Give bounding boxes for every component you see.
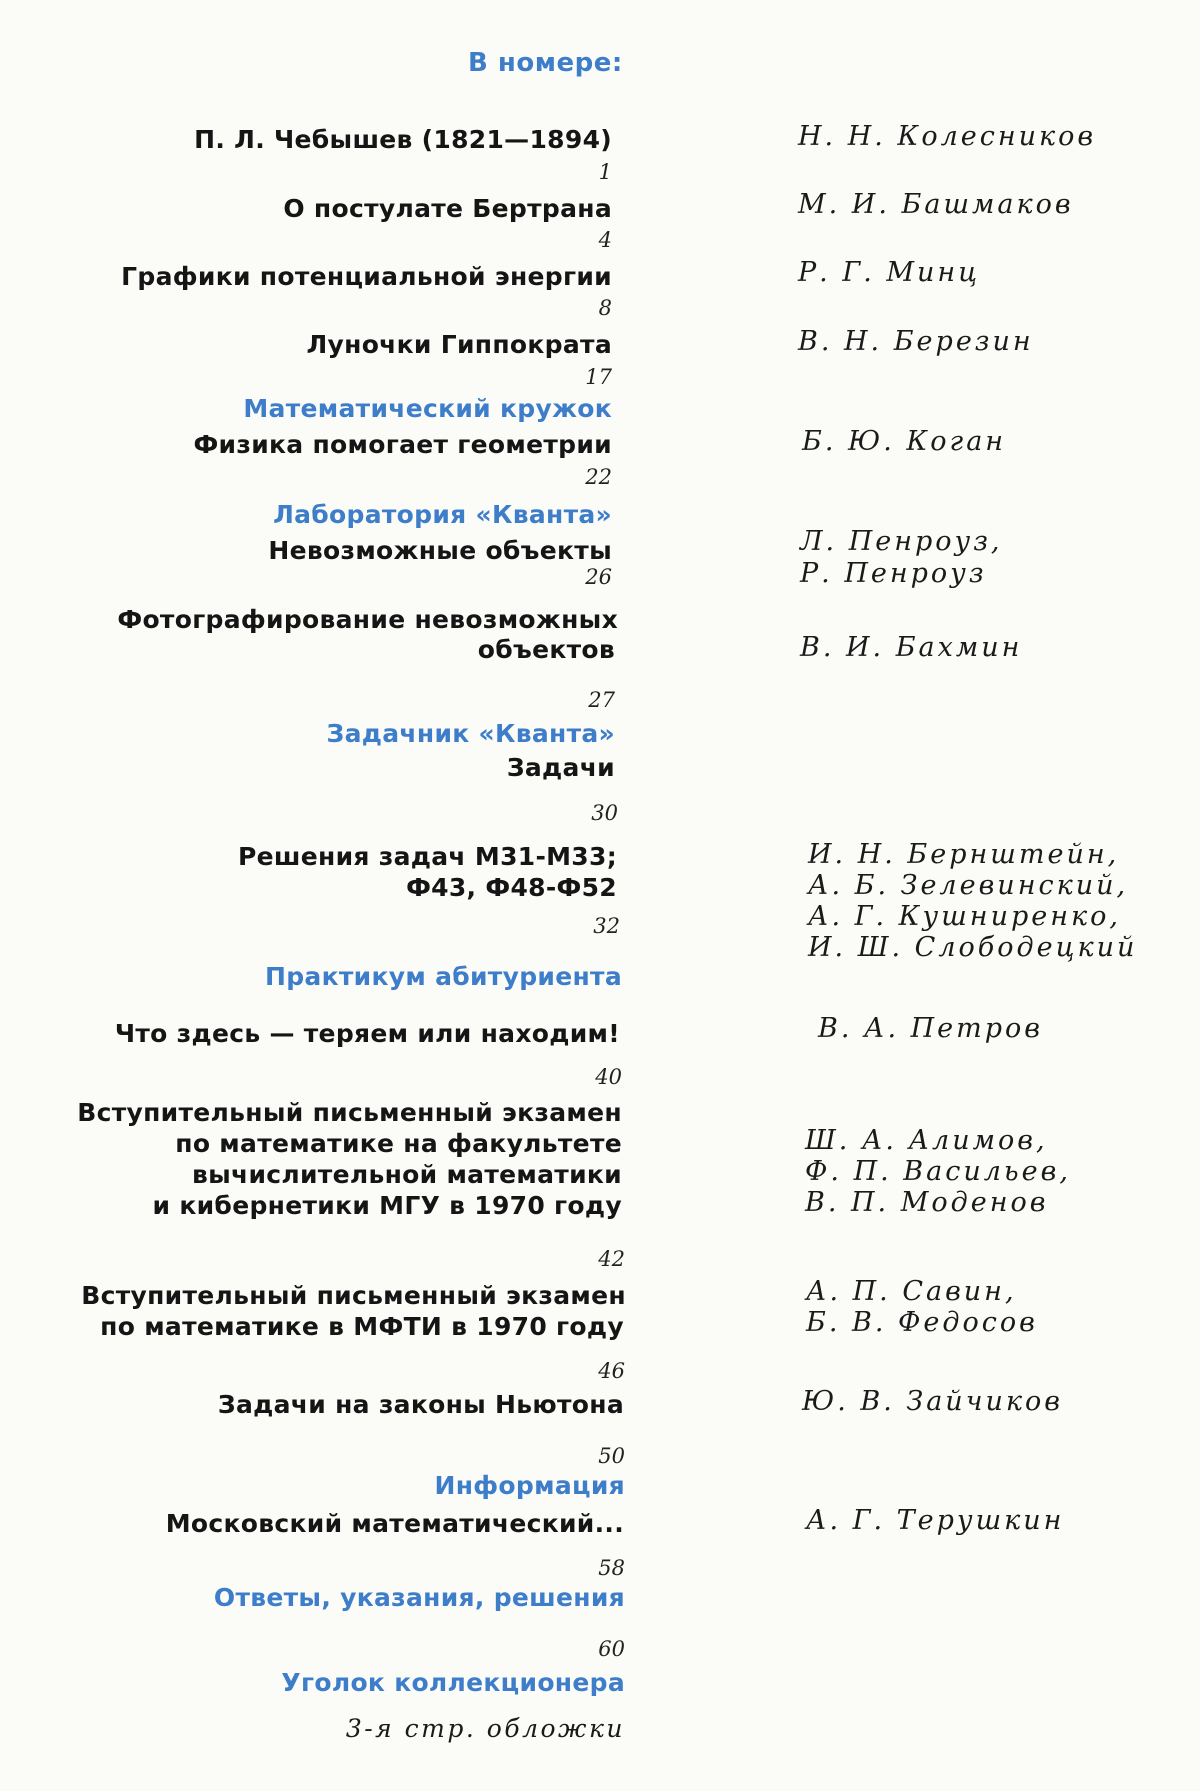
article-author: А. Г. Терушкин bbox=[806, 1505, 1065, 1536]
contents-heading: В номере: bbox=[468, 48, 623, 78]
page-number: 42 bbox=[598, 1247, 625, 1271]
article-title[interactable]: Вступительный письменный экзамен bbox=[81, 1281, 626, 1310]
page-number: 58 bbox=[598, 1556, 625, 1580]
article-title[interactable]: Луночки Гиппократа bbox=[306, 330, 612, 359]
page-number: 32 bbox=[593, 914, 620, 938]
article-title[interactable]: объектов bbox=[477, 635, 615, 664]
article-author: А. Б. Зелевинский, bbox=[808, 870, 1129, 901]
article-author: В. И. Бахмин bbox=[800, 632, 1023, 663]
article-title[interactable]: П. Л. Чебышев (1821—1894) bbox=[194, 125, 612, 154]
article-title[interactable]: Московский математический... bbox=[165, 1509, 624, 1538]
article-author: А. П. Савин, bbox=[806, 1276, 1017, 1307]
page-number: 50 bbox=[598, 1444, 625, 1468]
page-number: 27 bbox=[588, 688, 615, 712]
article-title[interactable]: Графики потенциальной энергии bbox=[121, 262, 612, 291]
article-title[interactable]: О постулате Бертрана bbox=[283, 194, 612, 223]
page-number: 4 bbox=[598, 228, 612, 252]
article-title[interactable]: Задачи на законы Ньютона bbox=[217, 1390, 624, 1419]
article-author: И. Ш. Слободецкий bbox=[808, 932, 1138, 963]
article-author: В. П. Моденов bbox=[805, 1187, 1049, 1218]
article-author: М. И. Башмаков bbox=[798, 189, 1074, 220]
article-author: Б. Ю. Коган bbox=[802, 426, 1007, 457]
article-title[interactable]: Фотографирование невозможных bbox=[117, 605, 618, 634]
article-author: В. А. Петров bbox=[818, 1013, 1043, 1044]
article-author: Л. Пенроуз, bbox=[800, 526, 1003, 557]
page-number: 26 bbox=[585, 565, 612, 589]
page-number: 8 bbox=[598, 296, 612, 320]
article-author: А. Г. Кушниренко, bbox=[808, 901, 1121, 932]
article-title[interactable]: по математике на факультете bbox=[175, 1129, 622, 1158]
page-number: 22 bbox=[585, 465, 612, 489]
page-number: 40 bbox=[595, 1065, 622, 1089]
article-author: Ю. В. Зайчиков bbox=[802, 1386, 1063, 1417]
article-author: Р. Пенроуз bbox=[800, 558, 987, 589]
article-author: Ш. А. Алимов, bbox=[805, 1125, 1048, 1156]
section-heading-info: Информация bbox=[434, 1471, 625, 1500]
article-author: И. Н. Бернштейн, bbox=[808, 839, 1120, 870]
page-number: 1 bbox=[598, 160, 612, 184]
article-author: Н. Н. Колесников bbox=[798, 121, 1097, 152]
article-title[interactable]: Физика помогает геометрии bbox=[193, 430, 612, 459]
section-heading-lab: Лаборатория «Кванта» bbox=[273, 500, 612, 529]
page-number: 30 bbox=[591, 801, 618, 825]
article-title[interactable]: Вступительный письменный экзамен bbox=[77, 1098, 622, 1127]
article-title[interactable]: Ф43, Ф48-Ф52 bbox=[406, 873, 617, 902]
article-title[interactable]: Невозможные объекты bbox=[268, 536, 612, 565]
article-title[interactable]: вычислительной математики bbox=[191, 1160, 622, 1189]
section-heading-math-circle: Математический кружок bbox=[243, 394, 612, 423]
page-number: 60 bbox=[598, 1637, 625, 1661]
article-author: Ф. П. Васильев, bbox=[805, 1156, 1071, 1187]
article-author: В. Н. Березин bbox=[798, 326, 1034, 357]
section-heading-practicum: Практикум абитуриента bbox=[265, 962, 622, 991]
article-title[interactable]: Решения задач М31-М33; bbox=[238, 842, 617, 871]
article-author: Р. Г. Минц bbox=[798, 257, 981, 288]
section-heading-answers: Ответы, указания, решения bbox=[213, 1583, 625, 1612]
article-title[interactable]: и кибернетики МГУ в 1970 году bbox=[152, 1191, 622, 1220]
page-number: 17 bbox=[585, 365, 612, 389]
page-number: 46 bbox=[598, 1359, 625, 1383]
section-heading-collector: Уголок коллекционера bbox=[281, 1668, 625, 1697]
cover-page-note: 3-я стр. обложки bbox=[345, 1714, 625, 1743]
article-title[interactable]: по математике в МФТИ в 1970 году bbox=[100, 1312, 624, 1341]
article-author: Б. В. Федосов bbox=[806, 1307, 1038, 1338]
article-title[interactable]: Что здесь — теряем или находим! bbox=[114, 1019, 620, 1048]
article-title[interactable]: Задачи bbox=[506, 753, 615, 782]
section-heading-problems: Задачник «Кванта» bbox=[326, 719, 615, 748]
